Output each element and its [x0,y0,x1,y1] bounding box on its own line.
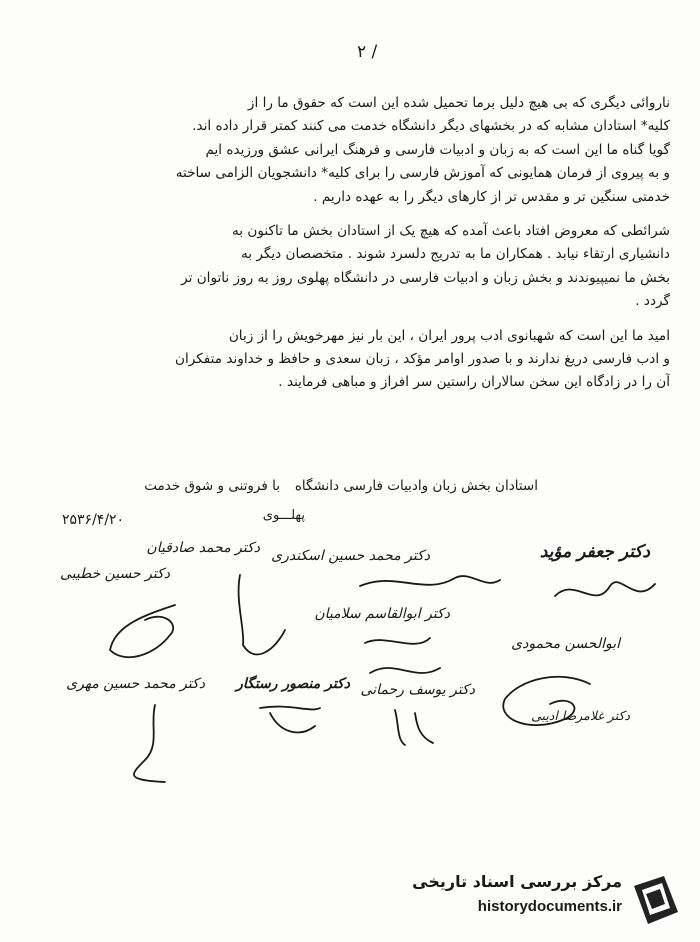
archive-watermark [398,866,690,934]
body-line: گویا گناه ما این است که به زبان و ادبیات فارسی و فرهنگ ایرانی عشق ورزیده ایم [205,141,670,158]
signature-label: دکتر محمد حسین اسکندری [271,548,430,564]
signature-label: دکتر محمد حسین مهری [66,676,205,692]
body-line: و ادب فارسی دریغ ندارند و با صدور اوامر مؤکد ، زبان سعدی و حافظ و خداوند متفکران [175,351,670,368]
watermark-title: مرکز بررسی اسناد تاریخی [412,872,622,891]
letter-date: ۲۵۳۶/۴/۲۰ [62,512,125,528]
signature-scribble [95,595,195,670]
signature-label: دکتر یوسف رحمانی [360,682,475,698]
body-line: گردد . [635,293,670,310]
signature-label: دکتر حسین خطیبی [59,566,170,582]
signature-label: دکتر جعفر مؤید [539,542,650,562]
body-line: دانشیاری ارتقاء نیابد . همکاران ما به تدریج دلسرد شوند . متخصصان دیگر به [240,246,670,263]
signature-scribble [355,566,505,600]
signature-scribble [250,698,330,743]
body-line: شرائطی که معروض افتاد باعث آمده که هیچ یک از استادان بخش ما تاکنون به [231,223,670,240]
signature-scribble [115,700,195,790]
closing-signatories: استادان بخش زبان وادبیات فارسی دانشگاه [294,478,538,494]
body-line: خدمتی سنگین تر و مقدس تر از کارهای دیگر را به عهده داریم . [313,188,670,205]
body-line: و به پیروی از فرمان همایونی که آموزش فارسی را برای کلیه* دانشجویان الزامی ساخته [175,165,670,182]
signature-label: دکتر غلامرضا ادیبی [531,708,630,723]
watermark-url: historydocuments.ir [477,898,622,915]
closing-greeting: با فروتنی و شوق خدمت [144,478,280,494]
signature-scribble [490,664,600,739]
signature-label: دکتر محمد صادقیان [146,540,260,556]
signature-scribble [545,566,665,616]
body-line: کلیه* استادان مشابه که در بخشهای دیگر دانشگاه خدمت می کنند کمتر قرار داده اند. [192,118,670,135]
university-name: پهلـــوی [262,508,305,523]
signature-label: ابوالحسن محمودی [511,636,620,652]
signature-scribble [385,705,445,750]
signature-label: دکتر ابوالقاسم سلامیان [314,606,450,622]
signature-scribble [225,570,295,670]
body-line: ناروائی دیگری که بی هیچ دلیل برما تحمیل شده این است که حقوق ما را از [247,95,670,111]
body-line: بخش ما نمیپیوندند و بخش زبان و ادبیات فارسی در دانشگاه پهلوی روز به روز ناتوان تر [181,269,670,286]
body-line: آن را در زادگاه این سخن سالاران راستین سر افراز و مباهی فرمایند . [278,374,670,391]
body-line: امید ما این است که شهبانوی ادب پرور ایران ، این بار نیز مهرخویش را از زبان [228,327,670,344]
letter-body [40,92,670,395]
page-number: / ۲ [357,42,378,62]
signature-label: دکتر منصور رستگار [236,676,350,692]
signature-scribble [355,628,445,688]
archive-logo-icon [628,872,684,928]
